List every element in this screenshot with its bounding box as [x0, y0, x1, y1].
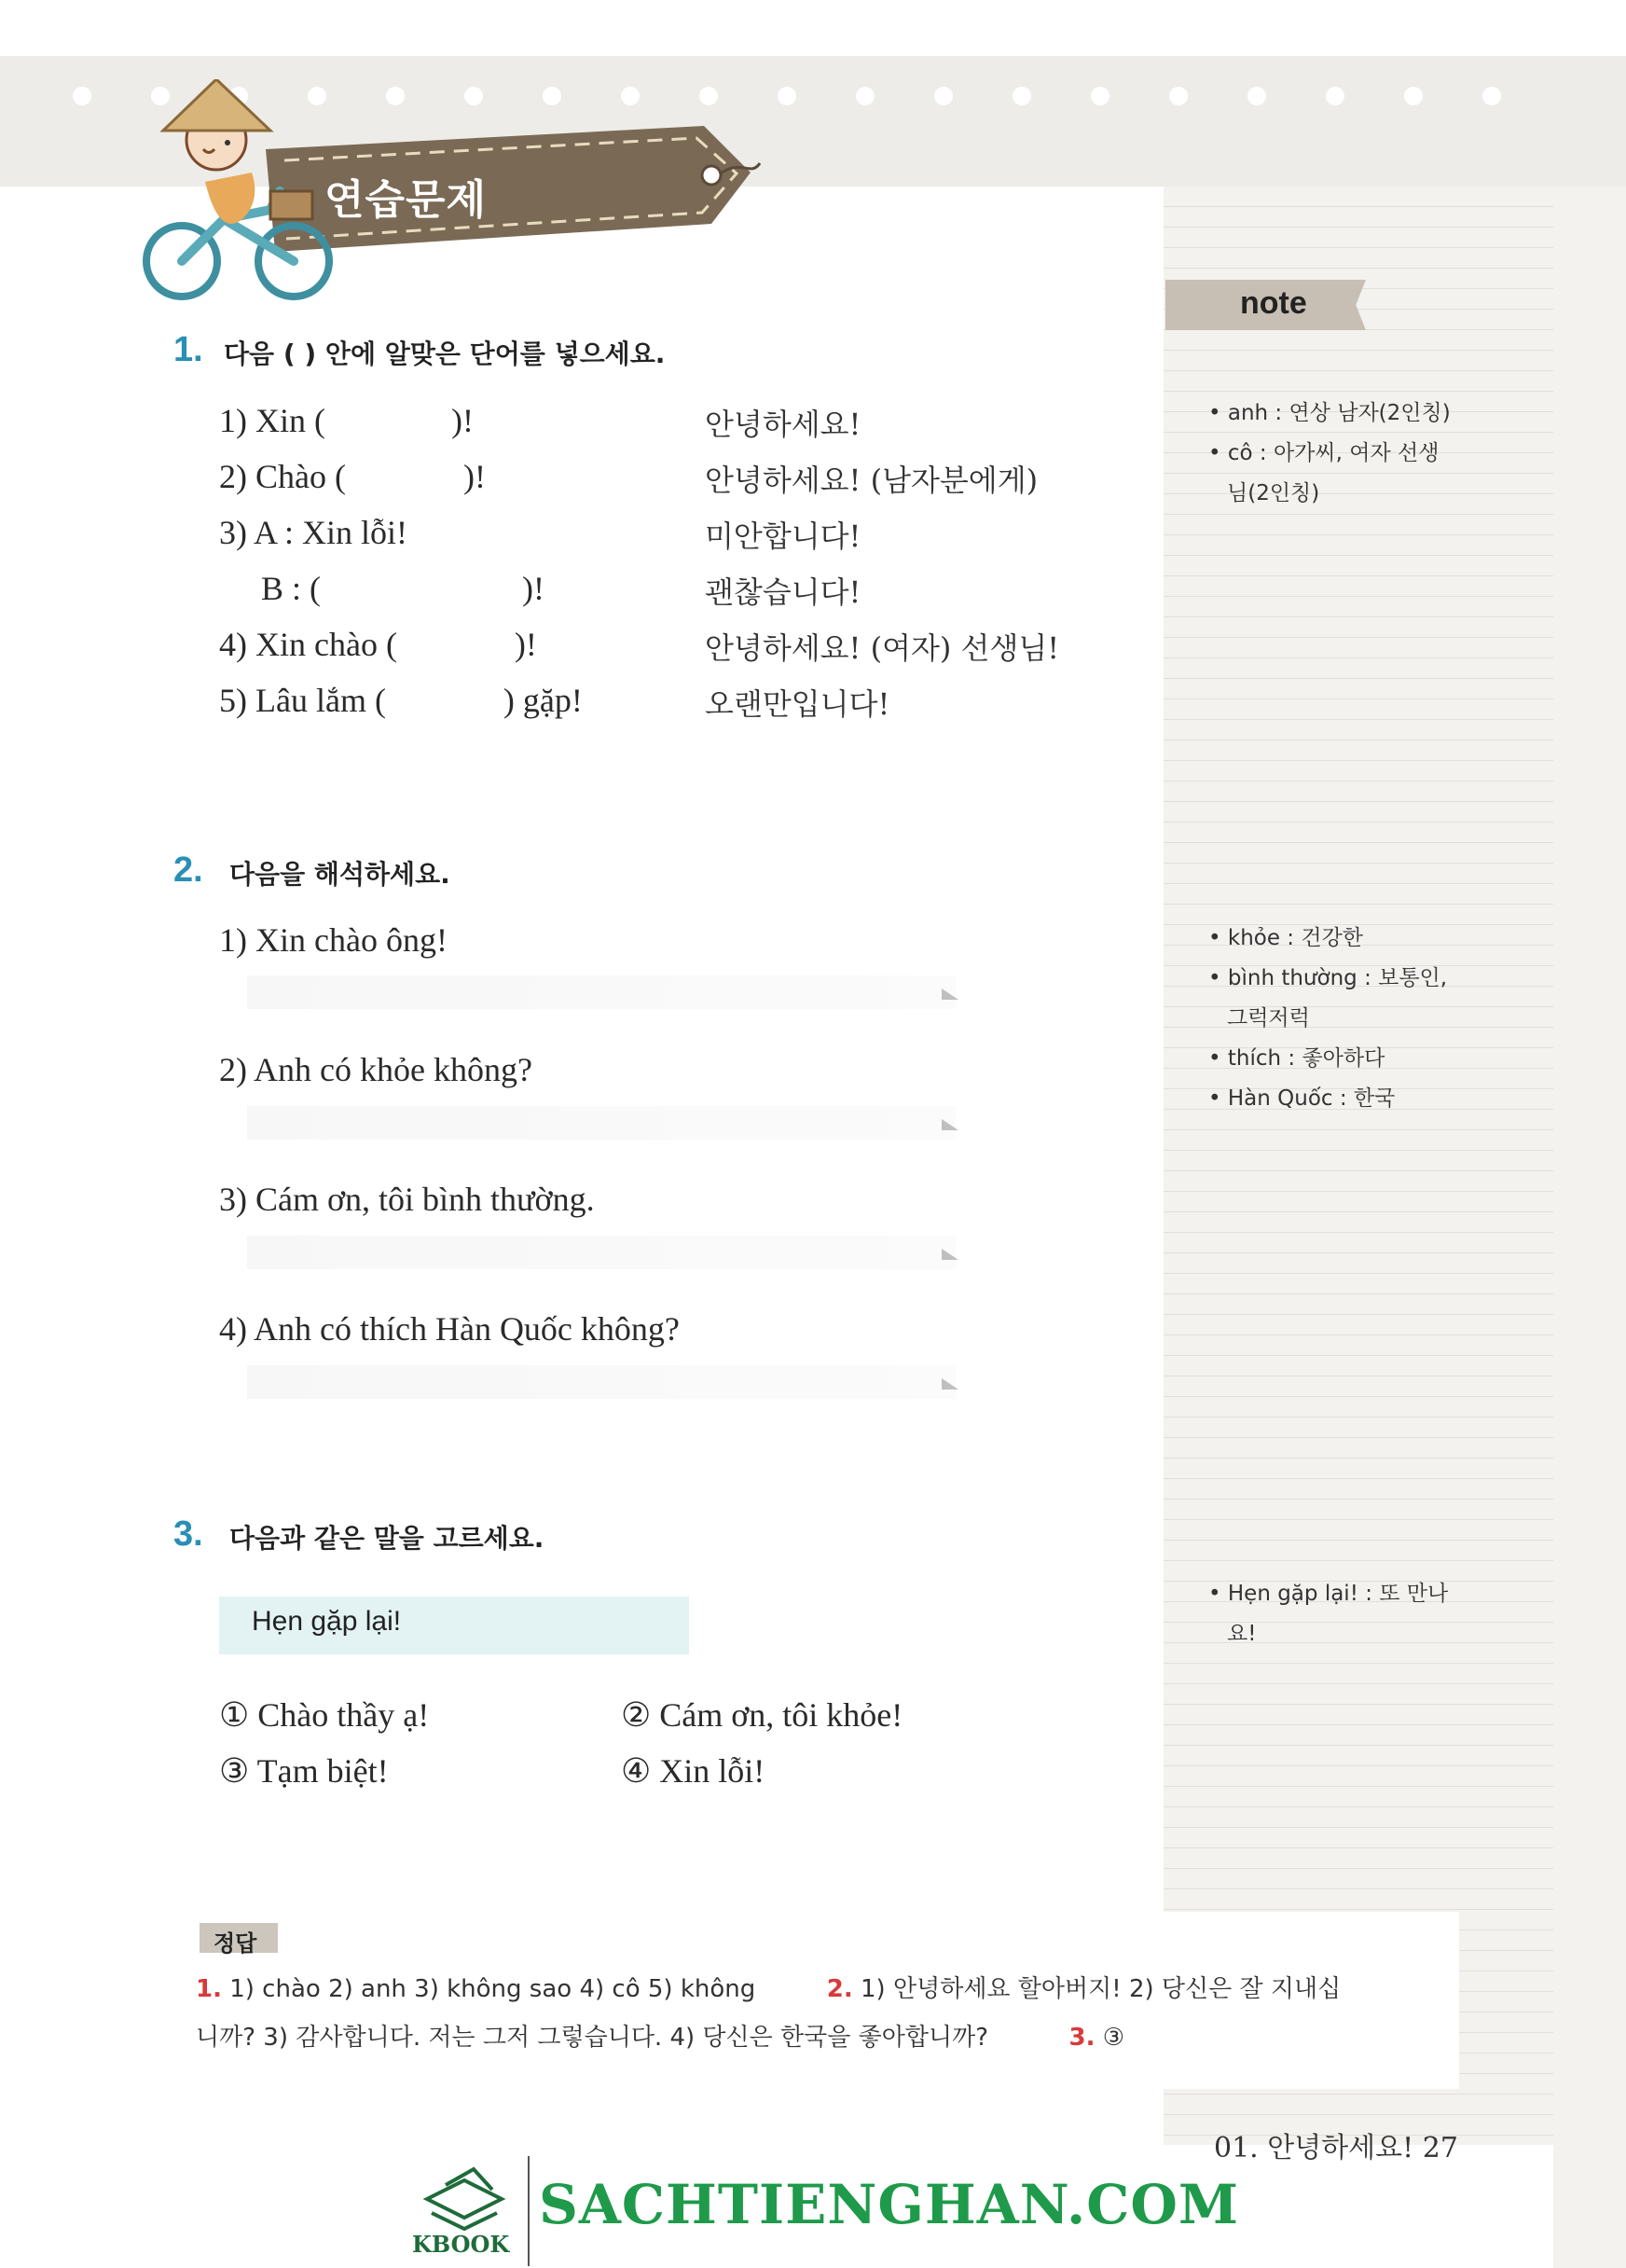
choice-option[interactable]: ③ Tạm biệt! [219, 1752, 389, 1790]
answer-label: 정답 [214, 1930, 257, 1957]
note-item: 요! [1227, 1622, 1257, 1646]
question-1-number: 1. [173, 330, 203, 369]
question-1-prompt: 다음 ( ) 안에 알맞은 단어를 넣으세요. [224, 339, 666, 369]
answer-1-text: 1) chào 2) anh 3) không sao 4) cô 5) không [229, 1975, 756, 2003]
question-2-prompt: 다음을 해석하세요. [229, 859, 450, 890]
q1-item-ko: 괜찮습니다! [705, 574, 861, 610]
question-3-prompt: 다음과 같은 말을 고르세요. [229, 1523, 544, 1554]
kbook-logo-icon [418, 2162, 511, 2233]
line-corner-mark [942, 989, 958, 1000]
brand-divider [528, 2156, 530, 2266]
note-item: 그럭저럭 [1227, 1006, 1310, 1030]
answer-writing-line[interactable] [247, 1236, 956, 1269]
q1-item-vi: 3) A : Xin lỗi! [219, 514, 408, 551]
question-3-number: 3. [173, 1514, 203, 1554]
girl-on-bike-illustration [131, 79, 354, 303]
note-item: • Hàn Quốc : 한국 [1208, 1086, 1396, 1111]
q1-item-ko: 안녕하세요! (남자분에게) [705, 463, 1039, 498]
kbook-logo-text: KBOOK [412, 2231, 510, 2258]
q1-item-ko: 미안합니다! [705, 519, 861, 554]
q1-item-vi: 5) Lâu lắm ( ) gặp! [219, 682, 583, 719]
choice-option[interactable]: ② Cám ơn, tôi khỏe! [621, 1696, 903, 1734]
note-column-edge [1553, 187, 1626, 2268]
target-phrase: Hẹn gặp lại! [252, 1606, 402, 1637]
q2-sentence: 1) Xin chào ông! [219, 921, 448, 959]
note-item: • anh : 연상 남자(2인칭) [1208, 401, 1451, 425]
answer-writing-line[interactable] [247, 1365, 956, 1399]
q1-item-ko: 안녕하세요! [705, 407, 861, 442]
note-label: note [1240, 285, 1307, 321]
answer-writing-line[interactable] [247, 975, 956, 1009]
q1-item-vi: 2) Chào ( )! [219, 458, 486, 495]
note-item: • thích : 좋아하다 [1208, 1046, 1385, 1071]
q2-sentence: 3) Cám ơn, tôi bình thường. [219, 1181, 595, 1218]
line-corner-mark [942, 1119, 958, 1130]
answer-line-1 [196, 1970, 1341, 2004]
answer-1-number: 1. [196, 1975, 222, 2003]
q1-item-ko: 안녕하세요! (여자) 선생님! [705, 630, 1060, 666]
note-column [1164, 187, 1553, 2145]
page-footer: 01. 안녕하세요! 27 [1214, 2132, 1458, 2164]
choice-option[interactable]: ① Chào thầy ạ! [219, 1696, 430, 1734]
q1-item-ko: 오랜만입니다! [705, 686, 890, 722]
note-item: • bình thường : 보통인, [1208, 966, 1448, 990]
answer-2-continued: 니까? 3) 감사합니다. 저는 그저 그렇습니다. 4) 당신은 한국을 좋아합니까? [196, 2024, 989, 2052]
answer-3-number: 3. [1068, 2024, 1095, 2052]
line-corner-mark [942, 1249, 958, 1260]
note-item: • cô : 아가씨, 여자 선생 [1208, 441, 1440, 465]
line-corner-mark [942, 1378, 958, 1390]
answer-2-text: 1) 안녕하세요 할아버지! 2) 당신은 잘 지내십 [861, 1975, 1342, 2003]
answer-line-2 [196, 2018, 1124, 2053]
page-title: 연습문제 [324, 176, 488, 224]
note-item: • Hẹn gặp lại! : 또 만나 [1208, 1582, 1449, 1606]
answer-writing-line[interactable] [247, 1106, 956, 1140]
q2-sentence: 4) Anh có thích Hàn Quốc không? [219, 1310, 680, 1348]
note-item: 님(2인칭) [1227, 481, 1320, 505]
q2-sentence: 2) Anh có khỏe không? [219, 1051, 532, 1088]
choice-option[interactable]: ④ Xin lỗi! [621, 1752, 765, 1790]
question-2-number: 2. [173, 850, 203, 890]
note-item: • khỏe : 건강한 [1208, 926, 1364, 950]
q1-item-vi: 1) Xin ( )! [219, 402, 474, 439]
q1-item-vi: B : ( )! [261, 570, 544, 607]
answer-3-text: ③ [1102, 2024, 1125, 2052]
brand-watermark: SACHTIENGHAN.COM [539, 2173, 1240, 2236]
answer-2-number: 2. [826, 1975, 853, 2003]
q1-item-vi: 4) Xin chào ( )! [219, 626, 537, 663]
